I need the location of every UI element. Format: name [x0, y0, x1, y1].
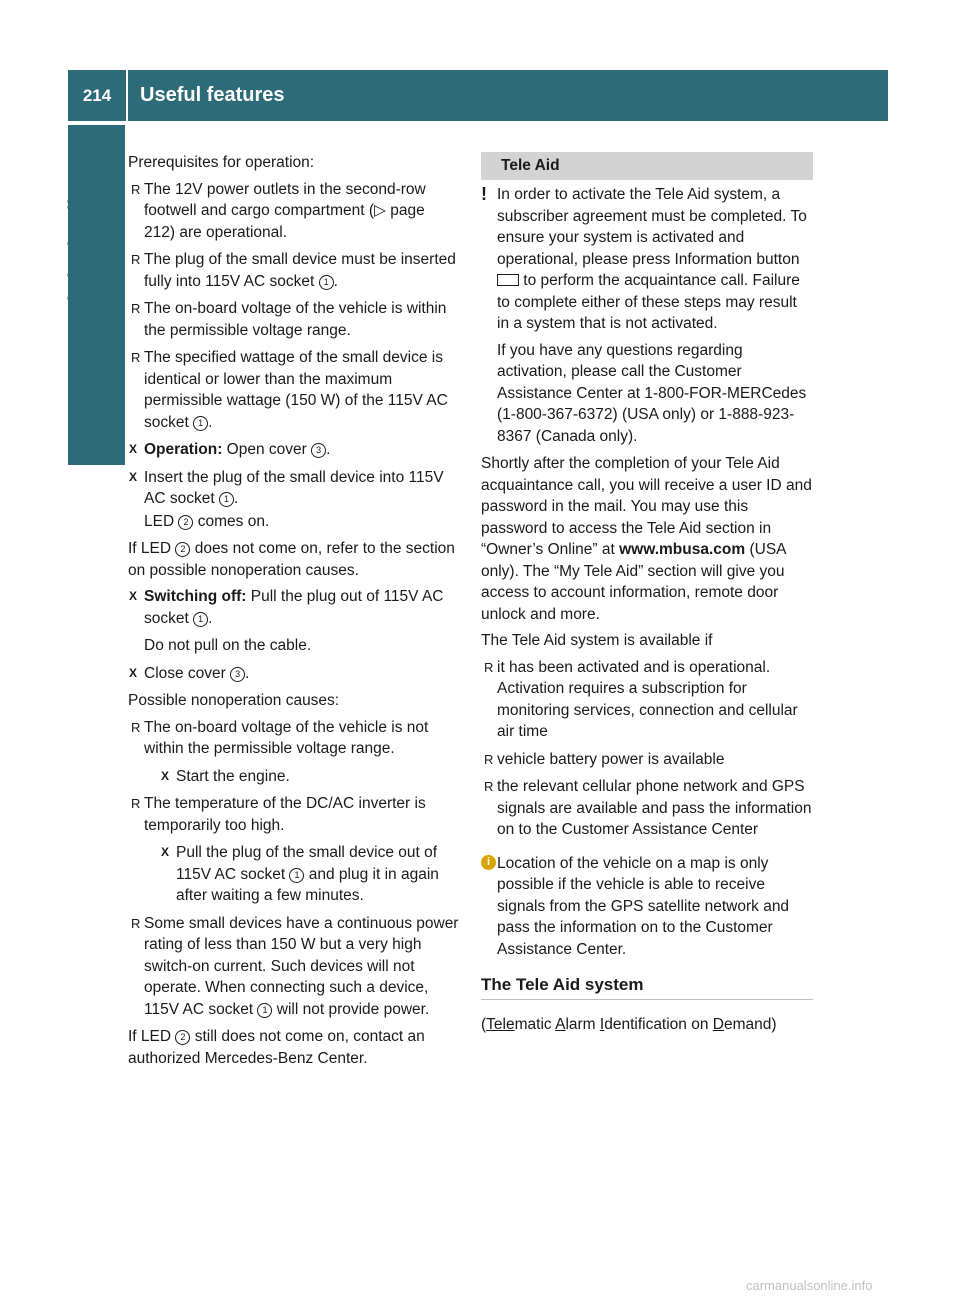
- causes-heading: Possible nonoperation causes:: [128, 692, 340, 709]
- prereq-heading: Prerequisites for operation:: [128, 154, 315, 171]
- step-arrow-icon: X: [161, 845, 170, 859]
- page-number: 214: [68, 70, 128, 121]
- page-header: [68, 70, 888, 121]
- callout-1-icon: 1: [193, 416, 208, 431]
- list-item: R vehicle battery power is available: [481, 749, 813, 771]
- paragraph: Shortly after the completion of your Tele Aid acquaintance call, you will receive a user ID and password in the mail. You may use this password to access the Tele Aid section in “Owner’s Online” at www.mbusa.com (USA only). The “My Tele Aid” section will give you access to account information, remote door unlock and more.: [481, 455, 812, 623]
- list-item: R The plug of the small device must be inserted fully into 115V AC socket 1 .: [128, 249, 460, 292]
- warning-note: ! In order to activate the Tele Aid system, a subscriber agreement must be completed. To ensure your system is activated and operational, please press Information button to perform the acquaintance call. Failure to complete either of these steps may result in a system that is not activated.: [481, 184, 807, 332]
- right-column: [481, 152, 813, 1040]
- paragraph: If LED 2 does not come on, refer to the section on possible nonoperation causes.: [128, 540, 455, 579]
- list-item: R The on-board voltage of the vehicle is not within the permissible voltage range.: [128, 717, 460, 760]
- step-item: X Switching off: Pull the plug out of 115V AC socket 1 .: [129, 588, 444, 627]
- step-arrow-icon: X: [129, 442, 138, 456]
- list-item: R it has been activated and is operational. Activation requires a subscription for monitoring services, connection and cellular air time: [481, 657, 813, 743]
- left-column: [128, 152, 460, 1074]
- callout-1-icon: 1: [289, 868, 304, 883]
- availability-heading: The Tele Aid system is available if: [481, 632, 713, 649]
- info-icon: i: [481, 855, 496, 870]
- section-heading: The Tele Aid system: [481, 975, 644, 994]
- list-item: R The temperature of the DC/AC inverter is temporarily too high.: [128, 793, 460, 836]
- step-item: X Close cover 3 .: [128, 663, 460, 685]
- list-item: R The specified wattage of the small device is identical or lower than the maximum permissible wattage (150 W) of the 115V AC socket 1 .: [128, 347, 460, 433]
- callout-2-icon: 2: [178, 515, 193, 530]
- acronym-expansion: (Telematic Alarm Identification on Demand): [481, 1015, 777, 1033]
- list-item: R The on-board voltage of the vehicle is within the permissible voltage range.: [128, 298, 460, 341]
- step-item: X Insert the plug of the small device into 115V AC socket 1 .: [129, 468, 444, 507]
- website-link[interactable]: www.mbusa.com: [619, 541, 746, 558]
- step-item: X Pull the plug of the small device out of 115V AC socket 1 and plug it in again after waiting a few minutes.: [161, 844, 439, 904]
- step-result: LED 2 comes on.: [144, 512, 270, 530]
- callout-2-icon: 2: [175, 542, 190, 557]
- callout-1-icon: 1: [193, 612, 208, 627]
- warning-icon: !: [481, 184, 487, 204]
- section-divider: [481, 999, 813, 1000]
- information-button-icon: [497, 274, 519, 286]
- step-item: X Operation: Open cover 3 .: [128, 439, 460, 461]
- list-item: R the relevant cellular phone network and GPS signals are available and pass the information on to the Customer Assistance Center: [481, 776, 813, 841]
- tele-aid-box-title: Tele Aid: [481, 152, 813, 180]
- callout-3-icon: 3: [230, 667, 245, 682]
- watermark: carmanualsonline.info: [746, 1278, 873, 1293]
- callout-2-icon: 2: [175, 1030, 190, 1045]
- info-note: i Location of the vehicle on a map is only possible if the vehicle is able to receive signals from the GPS satellite network and pass the information on to the Customer Assistance Center.: [481, 853, 813, 961]
- step-note: Do not pull on the cable.: [144, 637, 312, 654]
- step-arrow-icon: X: [129, 589, 138, 603]
- warning-contact: If you have any questions regarding activation, please call the Customer Assistance Center at 1-800-FOR-MERCedes (1-800-367-6372) (USA only) or 1-888-923-8367 (Canada only).: [497, 341, 807, 445]
- side-section-label: Controls in detail: [65, 198, 88, 370]
- step-arrow-icon: X: [161, 768, 170, 783]
- step-arrow-icon: X: [129, 665, 138, 680]
- list-item: R The 12V power outlets in the second-row footwell and cargo compartment (▷ page 212) are operational.: [128, 179, 460, 244]
- callout-1-icon: 1: [219, 492, 234, 507]
- list-item: R Some small devices have a continuous power rating of less than 150 W but a very high switch-on current. Such devices will not operate. When connecting such a device, 115V AC socket 1 will not provide power.: [128, 913, 460, 1021]
- callout-3-icon: 3: [311, 443, 326, 458]
- callout-1-icon: 1: [319, 275, 334, 290]
- step-item: X Start the engine.: [128, 766, 460, 788]
- paragraph: If LED 2 still does not come on, contact an authorized Mercedes-Benz Center.: [128, 1028, 425, 1067]
- step-arrow-icon: X: [129, 469, 138, 484]
- callout-1-icon: 1: [257, 1003, 272, 1018]
- page-title: Useful features: [140, 84, 285, 106]
